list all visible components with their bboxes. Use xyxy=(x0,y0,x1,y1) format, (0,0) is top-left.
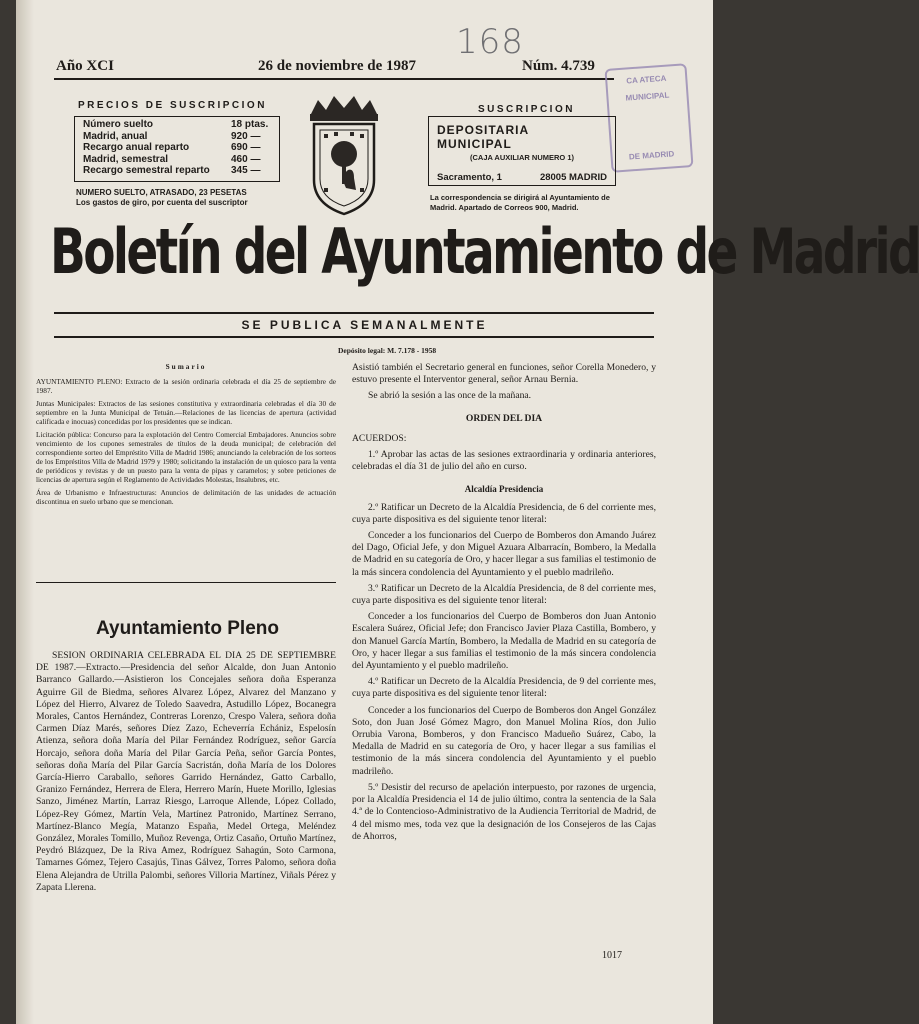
subscription-office-sub: (CAJA AUXILIAR NUMERO 1) xyxy=(469,153,575,162)
masthead-rule xyxy=(54,78,614,80)
stamp-text-1: CA ATECA xyxy=(625,73,667,86)
price-row xyxy=(83,142,271,154)
agreement-item: 1.º Aprobar las actas de las sesiones extraordinaria y ordinaria anteriores, celebradas el día 31 de julio del año en curso. xyxy=(352,449,656,473)
subscription-address: Sacramento, 1 xyxy=(437,172,502,183)
subscription-note: La correspondencia se dirigirá al Ayuntamiento de Madrid. Apartado de Correos 900, Madrid. xyxy=(430,193,610,212)
price-label: Madrid, semestral xyxy=(83,153,169,165)
agreement-quote: Conceder a los funcionarios del Cuerpo de Bomberos don Amando Juárez del Dago, Oficial Jefe, y don Miguel Azuara Albarracín, Bombero, la Medalla de Madrid en su categoría de Oro, y hacer llegar a sus familias el testimonio de la más sincera condolencia del Ayuntamiento y el pueblo madrileño. xyxy=(352,530,656,578)
subscription-office: DEPOSITARIA MUNICIPAL xyxy=(437,123,529,151)
page-number: 1017 xyxy=(602,950,622,961)
section-heading: Ayuntamiento Pleno xyxy=(96,618,279,639)
price-value: 460 — xyxy=(231,153,261,165)
price-label: Recargo anual reparto xyxy=(83,142,190,153)
masthead-year: Año XCI xyxy=(56,58,114,74)
right-paragraph: Se abrió la sesión a las once de la mañana. xyxy=(368,390,532,402)
masthead-date: 26 de noviembre de 1987 xyxy=(258,58,417,74)
agenda-heading: ORDEN DEL DIA xyxy=(465,412,543,424)
newspaper-page xyxy=(16,0,919,1024)
summary-item: Licitación pública: Concurso para la explotación del Centro Comercial Embajadores. Anuncios sobre vencimiento de los cupones semestrales de títulos de la deuda municipal; de celebración del correspondiente sorteo del Empréstito Villa de Madrid 1986; anunciando la celebración de los sorteos de los Empréstitos Villa de Madrid 1979 y 1980; solicitando la instalación de un quiosco para la venta de periódicos y revistas y de un puesto para la venta de pipas y caramelos; y sobre peticiones de licencias de apertura según el Reglamento de Actividades Molestas, Insalubres, etc. xyxy=(36,430,336,484)
summary-block xyxy=(36,362,336,510)
agreements-label: ACUERDOS: xyxy=(352,432,407,444)
session-extract: SESION ORDINARIA CELEBRADA EL DIA 25 DE SEPTIEMBRE DE 1987.—Extracto.—Presidencia del señor Alcalde, don Juan Antonio Barranco Gallardo.—Asistieron los Concejales señora doña Esperanza Aguirre Gil de Biedma, señores Alvarez López, Alvarez del Manzano y López del Hierro, Alvarez de Toledo Saavedra, Astudillo López, Bocanegra Morales, Cantos Hernández, Contreras Lorenzo, Crespo Valera, señora doña Carmen Díaz Marés, señores Díez Zazo, Echeverría Echániz, Espelosín Atienza, señora doña María del Pilar Fernández Rodríguez, señor García Horcajo, señora doña María del Pilar García Peña, señor García Pontes, señoras doña María del Pilar García Sacristán, doña María de los Dolores García-Hierro Caraballo, señores Garrido Hernández, Gatto Carballo, Granizo Fernández, Herrera de Elera, Herrero Marín, Huete Morillo, Iglesias Sanzo, Jiménez Martín, Larraz Riesgo, Larroque Allende, López Collado, López-Rey Gómez, Martín Vela, Martínez Patronido, Martínez Serrano, Martínez-Blanco Megía, Matanzo España, Medel Ortega, Meléndez González, Morales Tomillo, Muñoz Revenga, Ortiz Casaño, Ortuño Martínez, Peydró Blázquez, De la Riva Amez, Rodríguez Sahagún, Soto Carmona, Tamarnes Gómez, Tejero Casajús, Tinas Gálvez, Torres Palomo, señora doña Elena Alejandra de Utrilla Palombi, señores Villoria Martínez, Viñals Pérez y Zapata Llerena. xyxy=(36,650,336,893)
legal-deposit: Depósito legal: M. 7.178 - 1958 xyxy=(338,346,437,355)
prices-heading: PRECIOS DE SUSCRIPCION xyxy=(78,100,267,111)
summary-item: AYUNTAMIENTO PLENO: Extracto de la sesión ordinaria celebrada el día 25 de septiembre de 1987. xyxy=(36,377,336,395)
prices-note-1: NUMERO SUELTO, ATRASADO, 23 PESETAS xyxy=(76,188,247,197)
price-value: 920 — xyxy=(231,130,261,142)
handwritten-number: 168 xyxy=(456,22,524,62)
subscription-heading: SUSCRIPCION xyxy=(478,104,575,115)
price-value: 345 — xyxy=(231,165,261,176)
title-rule-top xyxy=(54,312,654,314)
price-row xyxy=(83,131,271,143)
weekly-tagline: SE PUBLICA SEMANALMENTE xyxy=(241,318,488,332)
title-rule-bottom xyxy=(54,336,654,338)
agreement-item: 3.º Ratificar un Decreto de la Alcaldía Presidencia, de 8 del corriente mes, cuya parte dispositiva es del siguiente tenor literal: xyxy=(352,582,656,607)
madrid-coat-of-arms-icon xyxy=(300,92,388,220)
price-value: 18 ptas. xyxy=(231,119,269,130)
left-body-column xyxy=(36,650,336,894)
agreement-item: 2.º Ratificar un Decreto de la Alcaldía Presidencia, de 6 del corriente mes, cuya parte dispositiva es del siguiente tenor literal: xyxy=(352,501,656,525)
price-value: 690 — xyxy=(231,142,261,153)
agreement-quote: Conceder a los funcionarios del Cuerpo de Bomberos don Angel González Soto, don Juan José Gómez Magro, don Manuel Molina Ríos, don Julio Orrubia Varona, Bomberos, y don Francisco Madueño Suárez, Cabo, la Medalla de Madrid en su categoría de Oro, y hacer llegar a sus familias el testimonio de la más sincera condolencia del Ayuntamiento y el pueblo madrileño. xyxy=(352,704,656,777)
price-label: Número suelto xyxy=(83,119,154,130)
agreement-quote: Conceder a los funcionarios del Cuerpo de Bomberos don Juan Antonio Escalera Suárez, Oficial Jefe; don Francisco Javier Plaza Castilla, Bombero, y don Manuel García Martín, Bombero, la Medalla de Madrid en su categoría de Oro, y hacer llegar a sus familias el testimonio de la más sincera condolencia del Ayuntamiento y el pueblo madrileño. xyxy=(352,611,656,672)
page-title: Boletín del Ayuntamiento de Madrid xyxy=(50,216,919,289)
prices-box xyxy=(74,116,280,182)
masthead-issue: Núm. 4.739 xyxy=(522,58,595,74)
library-stamp xyxy=(604,63,693,172)
summary-item: Área de Urbanismo e Infraestructuras: Anuncios de delimitación de las unidades de actuación discontinua en suelo urbano que se mencionan. xyxy=(36,488,336,506)
stamp-text-2: MUNICIPAL xyxy=(625,90,670,103)
summary-rule xyxy=(36,582,336,583)
agreement-item: 5.º Desistir del recurso de apelación interpuesto, por razones de urgencia, por la Alcaldía Presidencia el 14 de julio último, contra la sentencia de la Sala 4.ª de lo Contencioso-Administrativo de la Audiencia Territorial de Madrid, de 4 del mismo mes, toda vez que la designación de los Consejeros de las Cajas de Ahorros, xyxy=(352,781,656,842)
agreement-item: 4.º Ratificar un Decreto de la Alcaldía Presidencia, de 9 del corriente mes, cuya parte dispositiva es del siguiente tenor literal: xyxy=(352,676,656,700)
price-row xyxy=(83,154,271,166)
summary-heading: Sumario xyxy=(165,362,207,371)
price-row xyxy=(83,165,271,177)
prices-note-2: Los gastos de giro, por cuenta del suscriptor xyxy=(76,198,248,207)
alcaldia-heading: Alcaldía Presidencia xyxy=(464,484,544,495)
price-label: Madrid, anual xyxy=(83,130,148,142)
subscription-postal: 28005 MADRID xyxy=(539,172,607,183)
summary-item: Juntas Municipales: Extractos de las sesiones constitutiva y extraordinaria celebradas el día 30 de septiembre en la Junta Municipal de Tetuán.—Relaciones de las licencias de apertura (actividad calificada e inocuas) concedidas por los presidentes que se indican. xyxy=(36,399,336,426)
right-body-column xyxy=(352,362,656,843)
binding-shadow xyxy=(16,0,34,1024)
price-label: Recargo semestral reparto xyxy=(83,165,210,176)
stamp-text-3: DE MADRID xyxy=(628,149,675,162)
subscription-box xyxy=(428,116,616,186)
price-row xyxy=(83,119,271,131)
right-paragraph: Asistió también el Secretario general en funciones, señor Corella Monedero, y estuvo presente el Interventor general, señor Arnau Bernia. xyxy=(352,362,656,386)
